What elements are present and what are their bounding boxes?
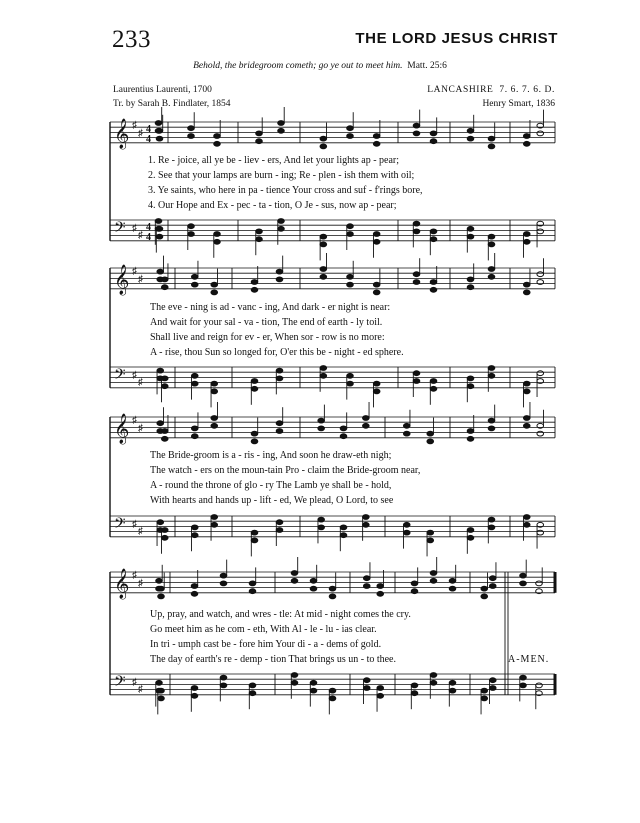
sharp-icon: ♯ bbox=[132, 519, 137, 530]
note-head bbox=[467, 376, 474, 381]
sharp-icon: ♯ bbox=[132, 370, 137, 381]
note-head bbox=[211, 389, 218, 394]
bass-clef-icon: 𝄢 bbox=[114, 515, 126, 536]
note-head bbox=[481, 594, 488, 599]
note-head bbox=[220, 573, 227, 578]
note-head bbox=[411, 581, 418, 586]
note-head bbox=[427, 431, 434, 436]
note-head bbox=[251, 431, 258, 436]
note-head bbox=[211, 522, 218, 527]
note-head bbox=[156, 578, 163, 583]
note-head bbox=[430, 673, 437, 678]
note-head bbox=[157, 520, 164, 525]
note-head bbox=[523, 232, 530, 237]
note-head bbox=[488, 136, 495, 141]
note-head bbox=[488, 234, 495, 239]
note-head bbox=[488, 418, 495, 423]
note-head bbox=[467, 136, 474, 141]
author-credit: Laurentius Laurenti, 1700 bbox=[113, 85, 212, 95]
note-head bbox=[413, 371, 420, 376]
verse-2-line: Go meet him as he com - eth, With Al - le - lu - ias clear. bbox=[150, 624, 377, 635]
amen-label: A-MEN. bbox=[508, 654, 550, 665]
bass-clef-icon: 𝄢 bbox=[114, 673, 126, 694]
note-head bbox=[158, 688, 165, 693]
note-head bbox=[373, 232, 380, 237]
note-head bbox=[488, 426, 495, 431]
note-head bbox=[373, 141, 380, 146]
note-head bbox=[363, 515, 370, 520]
note-head bbox=[291, 673, 298, 678]
note-head bbox=[191, 693, 198, 698]
note-head bbox=[211, 515, 218, 520]
verse-2-line: And wait for your sal - va - tion, The end of earth - ly toil. bbox=[150, 317, 383, 328]
sharp-icon: ♯ bbox=[138, 128, 143, 139]
note-head bbox=[430, 131, 437, 136]
note-head bbox=[467, 535, 474, 540]
note-head bbox=[156, 234, 163, 239]
note-head bbox=[347, 373, 354, 378]
note-head bbox=[520, 573, 527, 578]
verse-3-line: Shall live and reign for ev - er, When sor - row is no more: bbox=[150, 332, 385, 343]
note-head bbox=[373, 389, 380, 394]
note-head bbox=[256, 131, 263, 136]
note-head bbox=[481, 696, 488, 701]
treble-clef-icon: 𝄞 bbox=[114, 265, 130, 295]
note-head bbox=[467, 234, 474, 239]
note-head bbox=[318, 525, 325, 530]
note-head bbox=[191, 373, 198, 378]
note-head bbox=[427, 530, 434, 535]
verse-1-line: 1. Re - joice, all ye be - liev - ers, And let your lights ap - pear; bbox=[148, 155, 400, 166]
note-head bbox=[467, 277, 474, 282]
sharp-icon: ♯ bbox=[138, 684, 143, 695]
note-head bbox=[278, 226, 285, 231]
note-head bbox=[481, 688, 488, 693]
sharp-icon: ♯ bbox=[132, 677, 137, 688]
verse-4-line: A - rise, thou Sun so longed for, O'er this be - night - ed sphere. bbox=[150, 347, 404, 358]
note-head bbox=[157, 421, 164, 426]
note-head bbox=[488, 274, 495, 279]
note-head bbox=[157, 269, 164, 274]
note-head bbox=[467, 226, 474, 231]
note-head bbox=[430, 287, 437, 292]
note-head bbox=[363, 416, 370, 421]
note-head bbox=[329, 696, 336, 701]
note-head bbox=[520, 675, 527, 680]
note-head bbox=[430, 139, 437, 144]
note-head bbox=[340, 533, 347, 538]
note-head bbox=[520, 683, 527, 688]
note-head bbox=[536, 683, 543, 688]
note-head bbox=[211, 282, 218, 287]
note-head bbox=[363, 678, 370, 683]
note-head bbox=[291, 571, 298, 576]
note-head bbox=[413, 272, 420, 277]
note-head bbox=[373, 290, 380, 295]
note-head bbox=[276, 277, 283, 282]
note-head bbox=[430, 386, 437, 391]
note-head bbox=[318, 426, 325, 431]
note-head bbox=[276, 368, 283, 373]
sharp-icon: ♯ bbox=[138, 274, 143, 285]
note-head bbox=[363, 576, 370, 581]
note-head bbox=[249, 683, 256, 688]
note-head bbox=[251, 386, 258, 391]
note-head bbox=[488, 366, 495, 371]
note-head bbox=[537, 431, 544, 436]
time-signature: 4 bbox=[146, 124, 151, 135]
composer-credit: Henry Smart, 1836 bbox=[482, 99, 555, 109]
note-head bbox=[523, 515, 530, 520]
note-head bbox=[340, 434, 347, 439]
note-head bbox=[413, 131, 420, 136]
note-head bbox=[523, 389, 530, 394]
note-head bbox=[523, 141, 530, 146]
note-head bbox=[291, 680, 298, 685]
note-head bbox=[161, 384, 168, 389]
note-head bbox=[403, 423, 410, 428]
note-head bbox=[251, 287, 258, 292]
note-head bbox=[363, 686, 370, 691]
note-head bbox=[489, 686, 496, 691]
note-head bbox=[449, 680, 456, 685]
note-head bbox=[156, 226, 163, 231]
note-head bbox=[523, 423, 530, 428]
note-head bbox=[523, 381, 530, 386]
note-head bbox=[537, 272, 544, 277]
note-head bbox=[488, 373, 495, 378]
note-head bbox=[188, 126, 195, 131]
note-head bbox=[320, 366, 327, 371]
scripture-ref: Matt. 25:6 bbox=[407, 61, 447, 71]
note-head bbox=[249, 581, 256, 586]
verse-4-line: 4. Our Hope and Ex - pec - ta - tion, O Je - sus, now ap - pear; bbox=[148, 200, 397, 211]
note-head bbox=[523, 134, 530, 139]
note-head bbox=[488, 267, 495, 272]
note-head bbox=[537, 530, 544, 535]
note-head bbox=[256, 237, 263, 242]
note-head bbox=[188, 224, 195, 229]
note-head bbox=[214, 239, 221, 244]
verse-3-line: A - round the throne of glo - ry The Lamb ye shall be - hold, bbox=[150, 480, 392, 491]
note-head bbox=[488, 525, 495, 530]
note-head bbox=[191, 533, 198, 538]
sharp-icon: ♯ bbox=[138, 230, 143, 241]
note-head bbox=[256, 139, 263, 144]
note-head bbox=[249, 589, 256, 594]
note-head bbox=[329, 586, 336, 591]
note-head bbox=[363, 522, 370, 527]
note-head bbox=[276, 376, 283, 381]
note-head bbox=[523, 282, 530, 287]
note-head bbox=[211, 423, 218, 428]
note-head bbox=[347, 224, 354, 229]
note-head bbox=[220, 675, 227, 680]
sharp-icon: ♯ bbox=[138, 526, 143, 537]
note-head bbox=[320, 373, 327, 378]
note-head bbox=[251, 280, 258, 285]
note-head bbox=[310, 680, 317, 685]
treble-clef-icon: 𝄞 bbox=[114, 569, 130, 599]
note-head bbox=[403, 431, 410, 436]
sharp-icon: ♯ bbox=[132, 223, 137, 234]
note-head bbox=[329, 594, 336, 599]
note-head bbox=[347, 282, 354, 287]
note-head bbox=[430, 379, 437, 384]
verse-4-line: The day of earth's re - demp - tion That brings us un - to thee. bbox=[150, 654, 396, 665]
note-head bbox=[537, 229, 544, 234]
note-head bbox=[403, 522, 410, 527]
note-head bbox=[220, 581, 227, 586]
note-head bbox=[249, 691, 256, 696]
note-head bbox=[467, 285, 474, 290]
note-head bbox=[211, 290, 218, 295]
note-head bbox=[188, 134, 195, 139]
note-head bbox=[188, 232, 195, 237]
note-head bbox=[430, 229, 437, 234]
note-head bbox=[537, 371, 544, 376]
note-head bbox=[158, 696, 165, 701]
verse-2-line: 2. See that your lamps are burn - ing; Re - plen - ish them with oil; bbox=[148, 170, 415, 181]
note-head bbox=[161, 436, 168, 441]
note-head bbox=[211, 381, 218, 386]
note-head bbox=[191, 591, 198, 596]
note-head bbox=[191, 686, 198, 691]
verse-3-line: In tri - umph cast be - fore him Your di - a - dems of gold. bbox=[150, 639, 382, 650]
note-head bbox=[278, 121, 285, 126]
note-head bbox=[488, 242, 495, 247]
note-head bbox=[413, 379, 420, 384]
verse-3-line: 3. Ye saints, who here in pa - tience Your cross and suf - f'rings bore, bbox=[148, 185, 423, 196]
note-head bbox=[161, 535, 168, 540]
note-head bbox=[251, 379, 258, 384]
note-head bbox=[310, 688, 317, 693]
note-head bbox=[276, 421, 283, 426]
note-head bbox=[347, 274, 354, 279]
note-head bbox=[403, 530, 410, 535]
note-head bbox=[318, 418, 325, 423]
note-head bbox=[347, 134, 354, 139]
note-head bbox=[191, 525, 198, 530]
scripture-text: Behold, the bridegroom cometh; go ye out to meet him. bbox=[193, 61, 403, 71]
note-head bbox=[158, 594, 165, 599]
note-head bbox=[373, 282, 380, 287]
note-head bbox=[329, 688, 336, 693]
time-signature: 4 bbox=[146, 232, 151, 243]
note-head bbox=[523, 290, 530, 295]
note-head bbox=[191, 434, 198, 439]
verse-4-line: With hearts and hands up - lift - ed, We plead, O Lord, to see bbox=[150, 495, 394, 506]
note-head bbox=[220, 683, 227, 688]
note-head bbox=[191, 584, 198, 589]
note-head bbox=[320, 136, 327, 141]
note-head bbox=[481, 586, 488, 591]
note-head bbox=[161, 528, 168, 533]
treble-clef-icon: 𝄞 bbox=[114, 414, 130, 444]
sharp-icon: ♯ bbox=[132, 120, 137, 131]
note-head bbox=[536, 581, 543, 586]
note-head bbox=[489, 584, 496, 589]
tune-name: LANCASHIRE bbox=[427, 85, 494, 95]
note-head bbox=[156, 680, 163, 685]
note-head bbox=[347, 126, 354, 131]
note-head bbox=[276, 429, 283, 434]
note-head bbox=[377, 591, 384, 596]
note-head bbox=[191, 274, 198, 279]
note-head bbox=[413, 280, 420, 285]
note-head bbox=[430, 237, 437, 242]
note-head bbox=[278, 128, 285, 133]
note-head bbox=[413, 221, 420, 226]
note-head bbox=[310, 578, 317, 583]
note-head bbox=[156, 136, 163, 141]
note-head bbox=[276, 528, 283, 533]
note-head bbox=[320, 242, 327, 247]
verse-1-line: The eve - ning is ad - vanc - ing, And dark - er night is near: bbox=[150, 302, 391, 313]
note-head bbox=[310, 586, 317, 591]
note-head bbox=[155, 121, 162, 126]
note-head bbox=[430, 280, 437, 285]
note-head bbox=[363, 584, 370, 589]
sharp-icon: ♯ bbox=[132, 415, 137, 426]
note-head bbox=[320, 267, 327, 272]
note-head bbox=[161, 429, 168, 434]
verse-1-line: Up, pray, and watch, and wres - tle: At mid - night comes the cry. bbox=[150, 609, 411, 620]
treble-clef-icon: 𝄞 bbox=[114, 119, 130, 149]
note-head bbox=[251, 538, 258, 543]
note-head bbox=[211, 416, 218, 421]
note-head bbox=[449, 688, 456, 693]
note-head bbox=[520, 581, 527, 586]
hymn-number: 233 bbox=[112, 26, 151, 53]
tune-meter: 7. 6. 7. 6. D. bbox=[499, 85, 555, 95]
note-head bbox=[251, 530, 258, 535]
sharp-icon: ♯ bbox=[132, 570, 137, 581]
note-head bbox=[373, 134, 380, 139]
sharp-icon: ♯ bbox=[138, 423, 143, 434]
note-head bbox=[291, 578, 298, 583]
note-head bbox=[320, 144, 327, 149]
note-head bbox=[161, 277, 168, 282]
note-head bbox=[363, 423, 370, 428]
verse-2-line: The watch - ers on the moun-tain Pro - claim the Bride-groom near, bbox=[150, 465, 421, 476]
note-head bbox=[411, 683, 418, 688]
sharp-icon: ♯ bbox=[132, 266, 137, 277]
note-head bbox=[523, 416, 530, 421]
note-head bbox=[523, 239, 530, 244]
note-head bbox=[430, 578, 437, 583]
note-head bbox=[214, 232, 221, 237]
note-head bbox=[191, 282, 198, 287]
note-head bbox=[340, 426, 347, 431]
note-head bbox=[276, 269, 283, 274]
note-head bbox=[488, 517, 495, 522]
note-head bbox=[377, 584, 384, 589]
note-head bbox=[489, 576, 496, 581]
note-head bbox=[158, 586, 165, 591]
note-head bbox=[155, 219, 162, 224]
note-head bbox=[347, 381, 354, 386]
note-head bbox=[278, 219, 285, 224]
note-head bbox=[161, 376, 168, 381]
time-signature: 4 bbox=[146, 222, 151, 233]
note-head bbox=[320, 234, 327, 239]
note-head bbox=[537, 131, 544, 136]
verse-1-line: The Bride-groom is a - ris - ing, And soon he draw-eth nigh; bbox=[150, 450, 392, 461]
note-head bbox=[377, 693, 384, 698]
note-head bbox=[157, 368, 164, 373]
note-head bbox=[467, 128, 474, 133]
note-head bbox=[251, 439, 258, 444]
sharp-icon: ♯ bbox=[138, 578, 143, 589]
note-head bbox=[427, 538, 434, 543]
note-head bbox=[373, 381, 380, 386]
note-head bbox=[430, 680, 437, 685]
note-head bbox=[449, 586, 456, 591]
note-head bbox=[488, 144, 495, 149]
note-head bbox=[467, 528, 474, 533]
note-head bbox=[276, 520, 283, 525]
note-head bbox=[467, 436, 474, 441]
note-head bbox=[377, 686, 384, 691]
note-head bbox=[318, 517, 325, 522]
note-head bbox=[467, 384, 474, 389]
bass-clef-icon: 𝄢 bbox=[114, 366, 126, 387]
note-head bbox=[373, 239, 380, 244]
sharp-icon: ♯ bbox=[138, 377, 143, 388]
note-head bbox=[411, 691, 418, 696]
note-head bbox=[191, 426, 198, 431]
note-head bbox=[156, 128, 163, 133]
note-head bbox=[340, 525, 347, 530]
note-head bbox=[489, 678, 496, 683]
note-head bbox=[467, 429, 474, 434]
note-head bbox=[413, 123, 420, 128]
bass-clef-icon: 𝄢 bbox=[114, 219, 126, 240]
note-head bbox=[413, 229, 420, 234]
translator-credit: Tr. by Sarah B. Findlater, 1854 bbox=[113, 99, 231, 109]
note-head bbox=[430, 571, 437, 576]
note-head bbox=[449, 578, 456, 583]
note-head bbox=[214, 141, 221, 146]
time-signature: 4 bbox=[146, 134, 151, 145]
note-head bbox=[347, 232, 354, 237]
note-head bbox=[214, 134, 221, 139]
note-head bbox=[256, 229, 263, 234]
note-head bbox=[411, 589, 418, 594]
note-head bbox=[427, 439, 434, 444]
note-head bbox=[523, 522, 530, 527]
section-title: THE LORD JESUS CHRIST bbox=[355, 30, 558, 47]
note-head bbox=[161, 285, 168, 290]
note-head bbox=[191, 381, 198, 386]
note-head bbox=[320, 274, 327, 279]
